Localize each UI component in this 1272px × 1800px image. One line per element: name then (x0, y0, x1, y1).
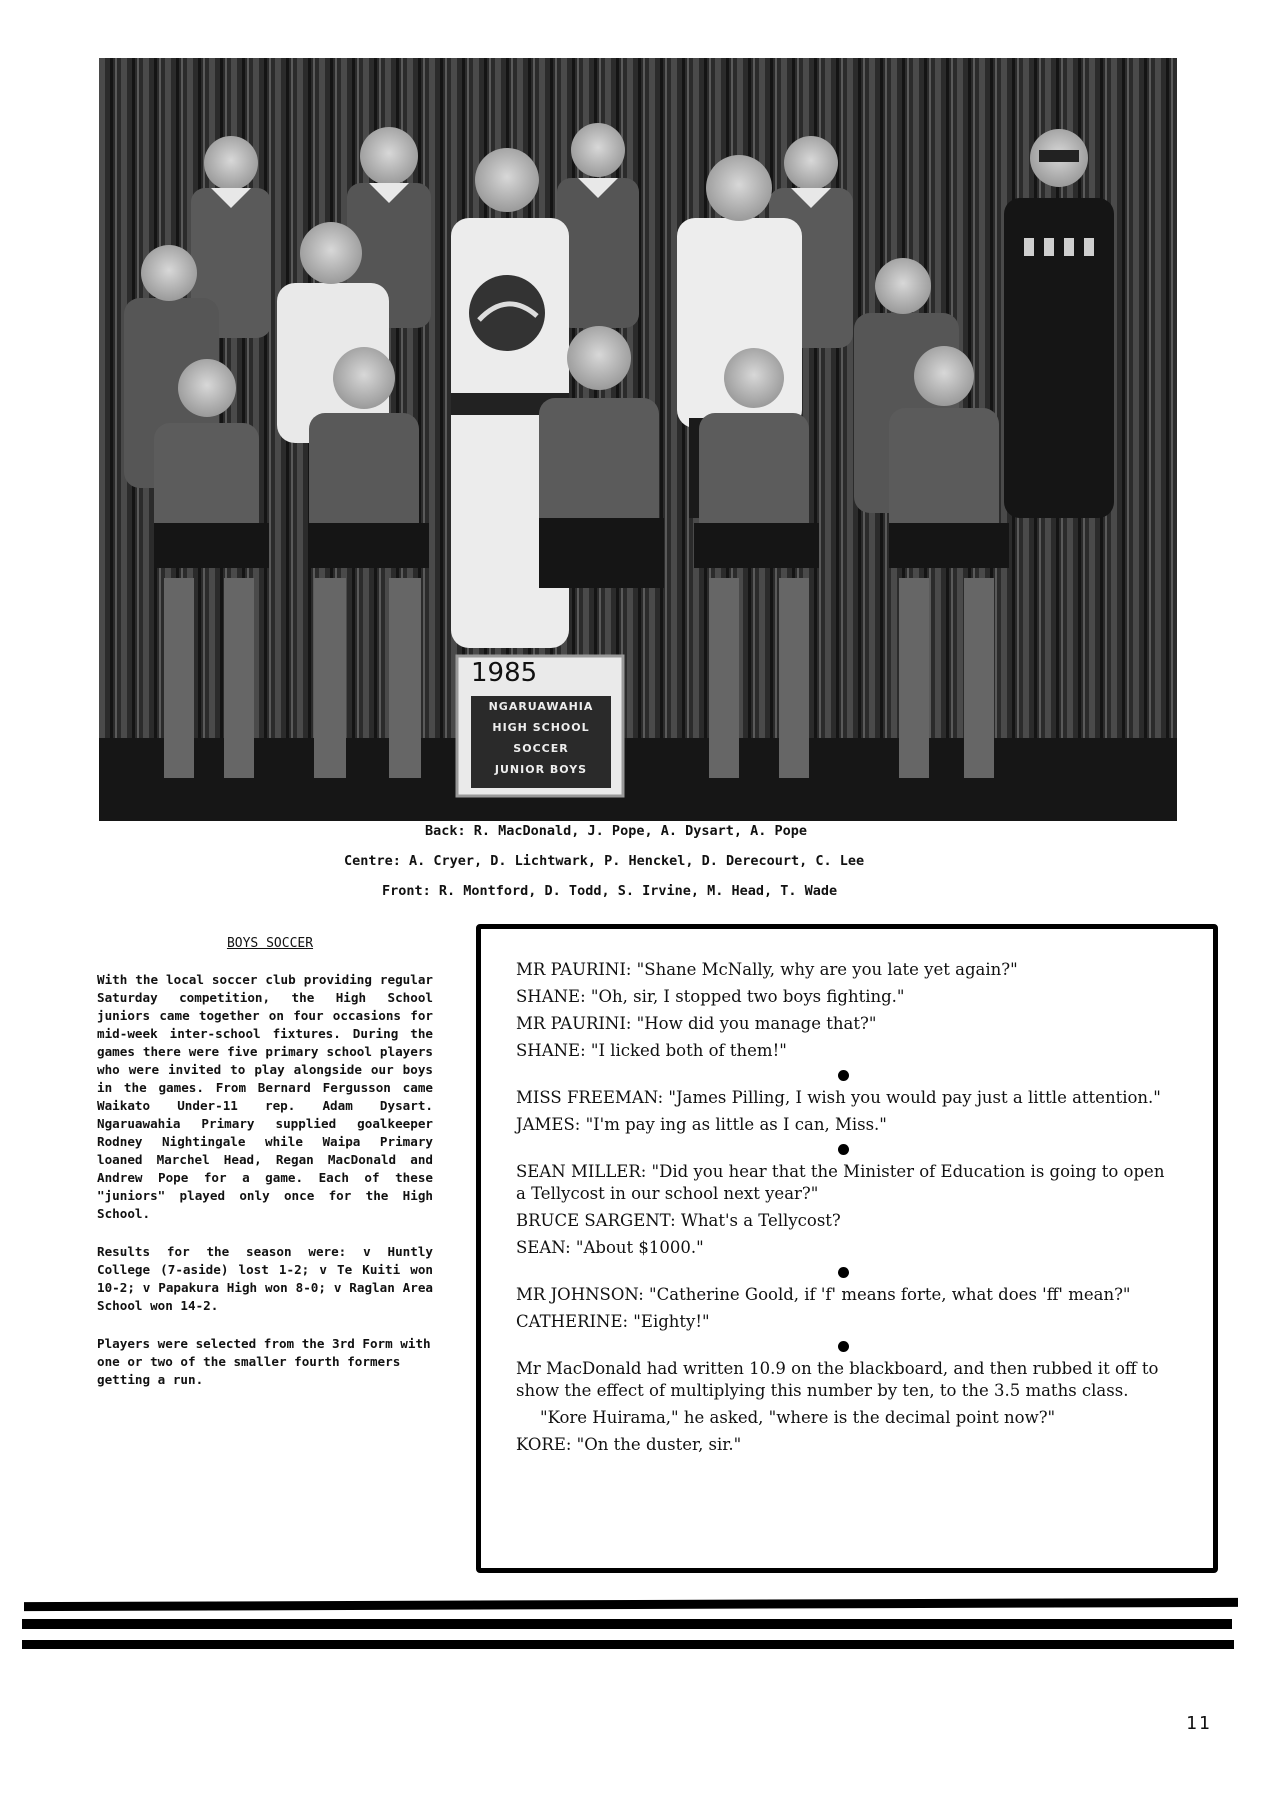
caption-centre: Centre: A. Cryer, D. Lichtwark, P. Henckel, D. Derecourt, C. Lee (344, 853, 865, 869)
decorative-rule-1 (24, 1598, 1238, 1611)
joke-2-line-2: JAMES: "I'm pay ing as little as I can, Miss." (516, 1115, 887, 1134)
joke-5-line-2: "Kore Huirama," he asked, "where is the decimal point now?" (540, 1408, 1056, 1427)
team-photo (99, 58, 1177, 821)
joke-4-line-2: CATHERINE: "Eighty!" (516, 1312, 710, 1331)
article-title: BOYS SOCCER (226, 936, 314, 951)
joke-4-line-1: MR JOHNSON: "Catherine Goold, if 'f' means forte, what does 'ff' mean?" (516, 1285, 1131, 1304)
caption-back: Back: R. MacDonald, J. Pope, A. Dysart, A. Pope (425, 823, 808, 839)
bullet-separator (838, 1341, 849, 1352)
bullet-separator (838, 1070, 849, 1081)
sign-line-4: JUNIOR BOYS (494, 763, 588, 776)
caption-front: Front: R. Montford, D. Todd, S. Irvine, M. Head, T. Wade (382, 883, 838, 899)
article-paragraph-1: With the local soccer club providing regular Saturday competition, the High School juniors came together on four occasions for mid-week inter-school fixtures. During the games there were five primary school players who were invited to play alongside our boys in the games. From Bernard Fergusson came Waikato Under-11 rep. Adam Dysart. Ngaruawahia Primary supplied goalkeeper Rodney Nightingale while Waipa Primary loaned Marchel Head, Regan MacDonald and Andrew Pope for a game. Each of these "juniors" played only once for the High School. (97, 972, 433, 1221)
joke-1-line-1: MR PAURINI: "Shane McNally, why are you late yet again?" (516, 960, 1018, 979)
sign-line-1: NGARUAWAHIA (488, 700, 594, 713)
boys-soccer-article (97, 935, 433, 1409)
page-number: 11 (1186, 1713, 1212, 1734)
jokes-box (476, 924, 1218, 1573)
article-paragraph-3: Players were selected from the 3rd Form with one or two of the smaller fourth formers getting a run. (97, 1336, 431, 1387)
sign-line-2: HIGH SCHOOL (492, 721, 590, 734)
joke-1-line-2: SHANE: "Oh, sir, I stopped two boys fighting." (516, 987, 905, 1006)
bullet-separator (838, 1267, 849, 1278)
bullet-separator (838, 1144, 849, 1155)
joke-3-line-1: SEAN MILLER: "Did you hear that the Minister of Education is going to open a Tellycost in our school next year?" (516, 1162, 1165, 1203)
joke-5-line-1: Mr MacDonald had written 10.9 on the blackboard, and then rubbed it off to show the effect of multiplying this number by ten, to the 3.5 maths class. (516, 1359, 1159, 1400)
decorative-rule-3 (22, 1640, 1234, 1649)
sign-line-3: SOCCER (513, 742, 569, 755)
decorative-rule-2 (22, 1619, 1232, 1629)
joke-3-line-3: SEAN: "About $1000." (516, 1238, 704, 1257)
team-photo-illustration (99, 58, 1177, 821)
joke-1-line-4: SHANE: "I licked both of them!" (516, 1041, 787, 1060)
joke-2-line-1: MISS FREEMAN: "James Pilling, I wish you would pay just a little attention." (516, 1088, 1161, 1107)
sign-year: 1985 (471, 658, 538, 688)
article-paragraph-2: Results for the season were: v Huntly College (7-aside) lost 1-2; v Te Kuiti won 10-2; v Papakura High won 8-0; v Raglan Area School won 14-2. (97, 1244, 433, 1313)
joke-5-line-3: KORE: "On the duster, sir." (516, 1435, 742, 1454)
joke-3-line-2: BRUCE SARGENT: What's a Tellycost? (516, 1211, 841, 1230)
joke-1-line-3: MR PAURINI: "How did you manage that?" (516, 1014, 877, 1033)
